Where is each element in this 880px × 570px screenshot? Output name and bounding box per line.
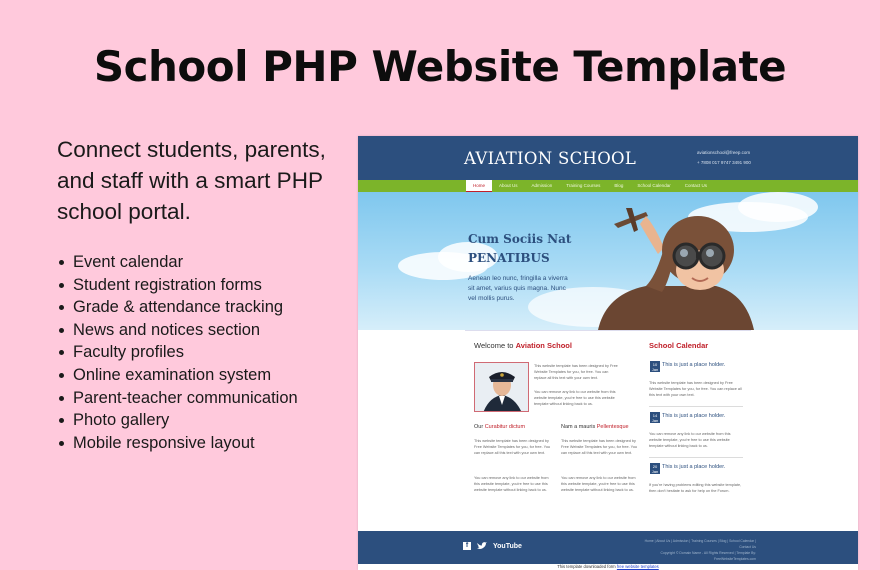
welcome-paragraph-1: This website template has been designed by Free Website Templates for you, for free. You can replace all this text with your own text. [534, 364, 618, 381]
feature-item: Grade & attendance tracking [57, 296, 347, 319]
template-credit [358, 564, 858, 569]
feature-item: Event calendar [57, 251, 347, 274]
twitter-icon[interactable] [477, 542, 487, 550]
event-day: 10 [652, 361, 658, 367]
feature-item: News and notices section [57, 319, 347, 342]
hero-title [468, 230, 571, 268]
col2-paragraph-2: You can remove any link to our website from this website template, you're free to use this website template without linking back to us. [561, 476, 636, 493]
col2-name: Pellentesque [596, 424, 629, 430]
nav-home[interactable]: Home [466, 180, 492, 192]
event-title[interactable]: This is just a place holder. [662, 362, 726, 368]
col1-paragraph-2: You can remove any link to our website from this website template, you're free to use this website template without linking back to us. [474, 476, 549, 493]
feature-list [57, 251, 347, 454]
col1-name: Curabitur dictum [484, 424, 526, 430]
feature-item: Student registration forms [57, 274, 347, 297]
event-day: 14 [652, 412, 658, 418]
event-text: You can remove any link to our website from this website template, you're free to use this website template without linking back to us. [649, 432, 731, 449]
contact-email[interactable]: aviationschool@freep.com [697, 150, 751, 155]
content-panel [465, 330, 751, 530]
feature-item: Parent-teacher communication [57, 387, 347, 410]
event-text: If you're having problems editing this website template, then don't hesitate to ask for help on the Forum. [649, 483, 742, 494]
welcome-name: Aviation School [515, 341, 572, 350]
event-date-badge [650, 463, 660, 474]
nav-about[interactable]: About Us [499, 183, 518, 188]
nav-training[interactable]: Training Courses [566, 183, 601, 188]
nav-admission[interactable]: Admission [531, 183, 553, 188]
welcome-prefix: Welcome to [474, 341, 514, 350]
footer-copyright: Copyright © Domain Name - All Rights Reserved | Template By: FreeWebsiteTemplates.com [660, 551, 756, 561]
feature-item: Photo gallery [57, 409, 347, 432]
event-title[interactable]: This is just a place holder. [662, 464, 726, 470]
credit-link[interactable]: free website templates [616, 564, 659, 569]
preview-hero [358, 192, 858, 330]
event-divider [649, 457, 743, 458]
pilot-photo [474, 362, 529, 412]
welcome-paragraph-2: You can remove any link to our website from this website template, you're free to use this website template without linking back to us. [534, 390, 616, 407]
preview-nav [358, 180, 858, 192]
hero-title-line1: Cum Sociis Nat [468, 232, 572, 246]
event-month: Jan [651, 366, 659, 372]
welcome-heading [474, 341, 572, 350]
hero-title-line2: PENATIBUS [468, 251, 550, 265]
col1-heading [474, 424, 525, 430]
col2-paragraph-1: This website template has been designed by Free Website Templates for you, for free. You can replace all this text with your own text. [561, 439, 638, 456]
col2-prefix: Nam a mauris [561, 424, 596, 430]
col2-heading [561, 424, 629, 430]
preview-logo[interactable]: AVIATION SCHOOL [464, 149, 637, 168]
event-title[interactable]: This is just a place holder. [662, 413, 726, 419]
preview-footer [358, 531, 858, 564]
contact-phone: + 7808 017 9747 3491 900 [697, 160, 751, 165]
facebook-icon[interactable]: f [463, 542, 471, 550]
nav-contact[interactable]: Contact Us [684, 183, 707, 188]
page-title: School PHP Website Template [93, 42, 787, 91]
template-preview [358, 136, 858, 570]
event-day: 20 [652, 463, 658, 469]
preview-header [358, 136, 858, 180]
feature-item: Faculty profiles [57, 341, 347, 364]
event-month: Jan [651, 468, 659, 474]
feature-item: Online examination system [57, 364, 347, 387]
event-date-badge [650, 361, 660, 372]
youtube-icon[interactable]: YouTube [493, 542, 522, 550]
calendar-heading: School Calendar [649, 341, 709, 350]
event-date-badge [650, 412, 660, 423]
credit-prefix: This template downloaded form [557, 564, 616, 569]
intro-text: Connect students, parents, and staff with a smart PHP school portal. [57, 137, 326, 224]
event-text: This website template has been designed by Free Website Templates for you, for free. You can replace all this text with your own text. [649, 381, 742, 398]
event-divider [649, 406, 743, 407]
event-month: Jan [651, 417, 659, 423]
preview-contact [697, 148, 751, 168]
social-links [463, 542, 522, 550]
col1-paragraph-1: This website template has been designed by Free Website Templates for you, for free. You can replace all this text with your own text. [474, 439, 551, 456]
pilot-child-illustration [586, 198, 756, 330]
col1-prefix: Our [474, 424, 484, 430]
feature-item: Mobile responsive layout [57, 432, 347, 455]
nav-calendar[interactable]: School Calendar [637, 183, 671, 188]
footer-text [636, 538, 756, 562]
nav-blog[interactable]: Blog [614, 183, 624, 188]
hero-text: Aenean leo nunc, fringilla a viverra sit amet, varius quis magna. Nunc vel mollis purus. [468, 275, 568, 302]
footer-links[interactable]: Home | About Us | Admission | Training Courses | Blog | School Calendar | Contact Us [644, 539, 756, 549]
